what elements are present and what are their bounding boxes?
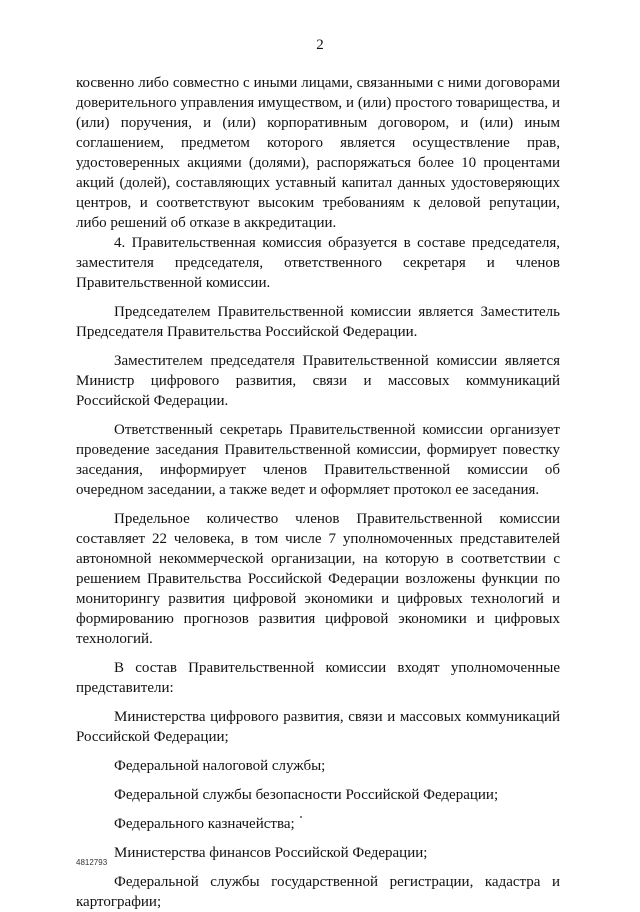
paragraph-continuation: косвенно либо совместно с иными лицами, связанными с ними договорами доверительного управления имуществом, и (или) простого товарищества, и (или) поручения, и (или) корпоративным договором, и (или) иным соглашением, предметом которого является осуществление прав, удостоверенных акциями (долями), распоряжаться более 10 процентами акций (долей), составляющих уставный капитал данных удостоверяющих центров, и соответствуют высоким требованиям к деловой репутации, либо решений об отказе в аккредитации. xyxy=(76,75,560,231)
paragraph-chairman: Председателем Правительственной комиссии является Заместитель Председателя Правительства Российской Федерации. xyxy=(76,304,560,340)
list-item-registration-service: Федеральной службы государственной регистрации, кадастра и картографии; xyxy=(76,874,560,910)
document-body xyxy=(76,73,560,912)
list-item-ministry-digital: Министерства цифрового развития, связи и массовых коммуникаций Российской Федерации; xyxy=(76,709,560,745)
paragraph-member-count: Предельное количество членов Правительственной комиссии составляет 22 человека, в том числе 7 уполномоченных представителей автономной некоммерческой организации, на которую в соответствии с решением Правительства Российской Федерации возложены функции по мониторингу развития цифровой экономики и цифровых технологий и формированию прогнозов развития цифровой экономики и цифровых технологий. xyxy=(76,511,560,647)
paragraph-commission-composition: 4. Правительственная комиссия образуется в составе председателя, заместителя председателя, ответственного секретаря и членов Правительственной комиссии. xyxy=(76,235,560,291)
list-item-tax-service: Федеральной налоговой службы; xyxy=(114,758,326,774)
list-item-treasury: Федерального казначейства; xyxy=(114,816,295,832)
list-item-ministry-finance: Министерства финансов Российской Федерации; xyxy=(114,845,428,861)
paragraph-secretary: Ответственный секретарь Правительственной комиссии организует проведение заседания Правительственной комиссии, формирует повестку заседания, информирует членов Правительственной комиссии об очередном заседании, а также ведет и оформляет протокол ее заседания. xyxy=(76,422,560,498)
paragraph-deputy-chairman: Заместителем председателя Правительственной комиссии является Министр цифрового развития, связи и массовых коммуникаций Российской Федерации. xyxy=(76,353,560,409)
list-item-security-service: Федеральной службы безопасности Российской Федерации; xyxy=(114,787,499,803)
scan-speck xyxy=(300,816,302,818)
paragraph-representatives-intro: В состав Правительственной комиссии входят уполномоченные представители: xyxy=(76,660,560,696)
document-id: 4812793 xyxy=(76,858,108,867)
page-number: 2 xyxy=(316,37,324,53)
